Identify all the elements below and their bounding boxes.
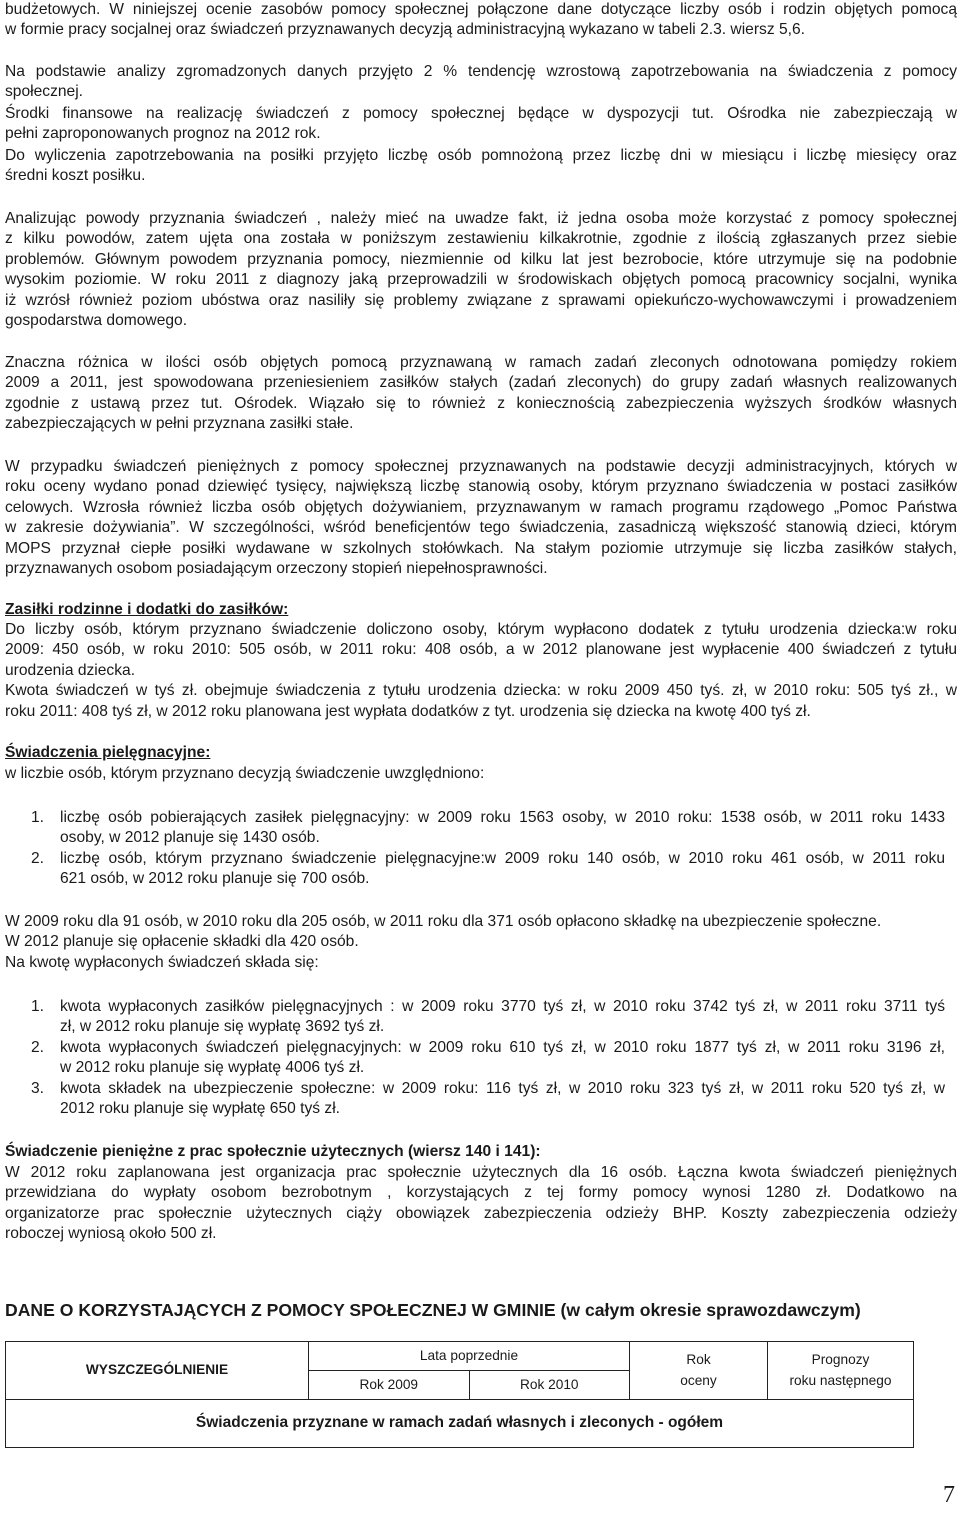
text-line: W przypadku świadczeń pieniężnych z pomocy społecznej przyznawanych na podstawie decyzji administracyjnych, których w bbox=[5, 458, 957, 475]
header-lata-poprzednie: Lata poprzednie bbox=[309, 1342, 630, 1371]
text-line: urodzenia dziecka. bbox=[5, 661, 136, 679]
text-line: w zakresie dożywiania”. W szczególności, wśród beneficjentów tego świadczenia, zasadniczą większość stanowią dzieci, którym bbox=[5, 519, 957, 537]
paragraph-znaczna-roznica bbox=[5, 353, 957, 435]
text-line: W 2012 planuje się opłacenie składki dla 420 osób. bbox=[5, 933, 359, 951]
text-line: Na kwotę wypłaconych świadczeń składa się: bbox=[5, 953, 319, 971]
paragraph-skladki bbox=[5, 912, 957, 973]
text-line: W 2012 roku zaplanowana jest organizacja prac społecznie użytecznych dla 16 osób. Łączna kwota świadczeń pieniężnych bbox=[5, 1164, 957, 1181]
text-line: budżetowych. W niniejszej ocenie zasobów pomocy społecznej połączone dane dotyczące liczby osób i rodzin objętych pomocą bbox=[5, 1, 957, 18]
text-line: iż wzrósł również poziom ubóstwa oraz nasiliły się problemy związane z sprawami opiekuńczo-wychowawczymi i prowadzeniem bbox=[5, 291, 957, 309]
header-wyszczegolnienie: WYSZCZEGÓLNIENIE bbox=[6, 1342, 309, 1400]
text-line: problemów. Głównym powodem przyznania pomocy, niezmiennie od kilku lat jest bezrobocie, które utrzymuje się na podobnie bbox=[5, 250, 957, 268]
text-line: liczbę osób, którym przyznano świadczenie pielęgnacyjne:w 2009 roku 140 osób, w 2010 roku 461 osób, w 2011 roku bbox=[60, 849, 945, 867]
text-line: Środki finansowe na realizację świadczeń z pomocy społecznej będące w dyspozycji tut. Ośrodka nie zabezpieczają w bbox=[5, 105, 957, 122]
row-swiadczenia-ogolem: Świadczenia przyznane w ramach zadań własnych i zleconych - ogółem bbox=[6, 1400, 914, 1448]
list-number: 2. bbox=[31, 849, 45, 867]
text-line: przyznawanych osobom posiadającym orzeczony stopień niepełnosprawności. bbox=[5, 560, 548, 578]
text-line: 621 osób, w 2012 roku planuje się 700 osób. bbox=[60, 870, 370, 888]
text-line: Znaczna różnica w ilości osób objętych pomocą przyznawaną w ramach zadań zleconych odnotowana pomiędzy rokiem bbox=[5, 354, 957, 371]
paragraph-powody-przyznania bbox=[5, 209, 957, 331]
text-line: kwota wypłaconych zasiłków pielęgnacyjnych : w 2009 roku 3770 tyś zł, w 2010 roku 3742 tyś zł, w 2011 roku 3711 tyś bbox=[60, 998, 945, 1015]
paragraph-zasilki-rodzinne bbox=[5, 620, 957, 722]
text-line: liczbę osób pobierających zasiłek pielęgnacyjny: w 2009 roku 1563 osoby, w 2010 roku: 1538 osób, w 2011 roku 1433 bbox=[60, 809, 945, 826]
text-line: Na podstawie analizy zgromadzonych danych przyjęto 2 % tendencję wzrostową zapotrzebowania na świadczenia z pomocy bbox=[5, 63, 957, 80]
text-line: Analizując powody przyznania świadczeń , należy mieć na uwadze fakt, iż jedna osoba może korzystać z pomocy społecznej bbox=[5, 210, 957, 227]
section-title: DANE O KORZYSTAJĄCYCH Z POMOCY SPOŁECZNEJ W GMINIE (w całym okresie sprawozdawczym) bbox=[5, 1300, 861, 1320]
text-line: roku 2011: 408 tyś zł, w 2012 roku planowana jest wypłata dodatków z tyt. urodzenia się dziecka na kwotę 400 tyś zł. bbox=[5, 702, 811, 720]
text-line: zabezpieczających w pełni przyznana zasiłki stałe. bbox=[5, 415, 354, 433]
list-item bbox=[0, 1038, 945, 1079]
text-line: W 2009 roku dla 91 osób, w 2010 roku dla 205 osób, w 2011 roku dla 371 osób opłacono składkę na ubezpieczenie społeczne. bbox=[5, 913, 882, 930]
heading-swiadczenia-pielegnacyjne: Świadczenia pielęgnacyjne: bbox=[5, 744, 211, 761]
text-line: Kwota świadczeń w tyś zł. obejmuje świadczenia z tytułu urodzenia dziecka: w roku 2009 450 tyś. zł, w 2010 roku: 505 tyś zł., w bbox=[5, 682, 957, 700]
text-line: kwota wypłaconych świadczeń pielęgnacyjnych: w 2009 roku 610 tyś zł, w 2010 roku 1877 tyś zł, w 2011 roku 3196 zł, bbox=[60, 1038, 945, 1056]
heading-zasilki-rodzinne: Zasiłki rodzinne i dodatki do zasiłków: bbox=[5, 601, 289, 618]
paragraph-tabela-reference bbox=[5, 0, 957, 41]
summary-table bbox=[5, 1341, 914, 1448]
text-line: celowych. Wzrosła również liczba osób objętych dożywianiem, przyznawanym w ramach programu rządowego „Pomoc Państwa bbox=[5, 498, 957, 516]
paragraph-prace-spolecznie-uzyteczne bbox=[5, 1163, 957, 1245]
list-kwoty-wyplaconych bbox=[0, 997, 945, 1119]
list-number: 3. bbox=[31, 1079, 45, 1097]
list-item bbox=[0, 849, 945, 890]
text-line: roku oceny wydano ponad dziewięć tysięcy, największą liczbę stanowią osoby, którym przyznano świadczenia w postaci zasiłków bbox=[5, 478, 957, 496]
text-line: Do liczby osób, którym przyznano świadczenie doliczono osoby, którym wypłacono dodatek z tytułu urodzenia dziecka:w roku bbox=[5, 621, 957, 638]
text-line: z kilku powodów, zatem ujęta ona została w poniższym zestawieniu kilkakrotnie, zgodnie z ilością zgłaszanych przez siebie bbox=[5, 230, 957, 248]
header-rok-2009: Rok 2009 bbox=[309, 1371, 470, 1400]
header-rok-oceny: Rok oceny bbox=[630, 1342, 768, 1400]
list-number: 1. bbox=[31, 809, 45, 826]
text-line: MOPS przyznał ciepłe posiłki wydawane w szkolnych stołówkach. Na stałym poziomie utrzymuje się liczba zasiłków stałych, bbox=[5, 539, 957, 557]
text-line: pełni zaproponowanych prognoz na 2012 rok. bbox=[5, 125, 321, 143]
text-line: Do wyliczenia zapotrzebowania na posiłki przyjęto liczbę osób pomnożoną przez liczbę dni w miesiącu i liczbę miesięcy oraz bbox=[5, 147, 957, 164]
text-line: osoby, w 2012 planuje się 1430 osób. bbox=[60, 829, 320, 847]
list-pielegnacyjne-osoby bbox=[0, 808, 945, 890]
text-line: 2012 roku planuje się wypłatę 650 tyś zł. bbox=[60, 1100, 340, 1118]
text-line: w 2012 roku planuje się wypłatę 4006 tyś zł. bbox=[60, 1059, 365, 1077]
text-line: przewidziana do wypłaty osobom bezrobotnym , korzystających z tej formy pomocy wynosi 1280 zł. Dodatkowo na bbox=[5, 1184, 957, 1202]
text-line: organizatorze prac społecznie użytecznych ciąży obowiązek zabezpieczenia odzieży BHP. Koszty zabezpieczenia odzieży bbox=[5, 1204, 957, 1222]
text-line: 2009: 450 osób, w roku 2010: 505 osób, w 2011 roku: 408 osób, a w 2012 planowane jest wypłacenie 400 świadczeń z tytułu bbox=[5, 641, 957, 659]
list-item bbox=[0, 997, 945, 1038]
text-line: gospodarstwa domowego. bbox=[5, 312, 188, 330]
text-line: społecznej. bbox=[5, 83, 84, 101]
paragraph-posilki bbox=[5, 146, 957, 187]
list-item bbox=[0, 808, 945, 849]
list-number: 1. bbox=[31, 998, 45, 1015]
paragraph-tendencja bbox=[5, 62, 957, 103]
text-line: wysokim poziomie. W roku 2011 z diagnozy jaką przeprowadzili w środowiskach objętych pomocą pracownicy socjalni, wynika bbox=[5, 271, 957, 289]
page-number: 7 bbox=[943, 1482, 955, 1508]
text-line: 2009 a 2011, jest spowodowana przeniesieniem zasiłków stałych (zadań zleconych) do grupy zadań własnych realizowanych bbox=[5, 374, 957, 392]
paragraph-srodki-finansowe bbox=[5, 104, 957, 145]
text-line: w liczbie osób, którym przyznano decyzją świadczenie uwzględniono: bbox=[5, 765, 485, 782]
header-prognozy: Prognozy roku następnego bbox=[768, 1342, 914, 1400]
heading-prace-spolecznie-uzyteczne: Świadczenie pieniężne z prac społecznie użytecznych (wiersz 140 i 141): bbox=[5, 1143, 541, 1160]
list-number: 2. bbox=[31, 1038, 45, 1056]
text-line: kwota składek na ubezpieczenie społeczne: w 2009 roku: 116 tyś zł, w 2010 roku 323 tyś zł, w 2011 roku 520 tyś zł, w bbox=[60, 1079, 945, 1097]
text-line: w formie pracy socjalnej oraz świadczeń przyznawanych decyzją administracyjną wykazano w tabeli 2.3. wiersz 5,6. bbox=[5, 21, 805, 39]
paragraph-swiadczenia-pieniezne bbox=[5, 457, 957, 579]
header-rok-2010: Rok 2010 bbox=[469, 1371, 630, 1400]
paragraph-pielegnacyjne-intro bbox=[5, 764, 957, 784]
text-line: zgodnie z ustawą przez tut. Ośrodek. Wiązało się to również z koniecznością zabezpieczenia wyższych środków własnych bbox=[5, 394, 957, 412]
text-line: zł, w 2012 roku planuje się wypłatę 3692 tyś zł. bbox=[60, 1018, 385, 1036]
text-line: średni koszt posiłku. bbox=[5, 167, 146, 185]
list-item bbox=[0, 1079, 945, 1120]
text-line: roboczej wyniosą około 500 zł. bbox=[5, 1225, 217, 1243]
